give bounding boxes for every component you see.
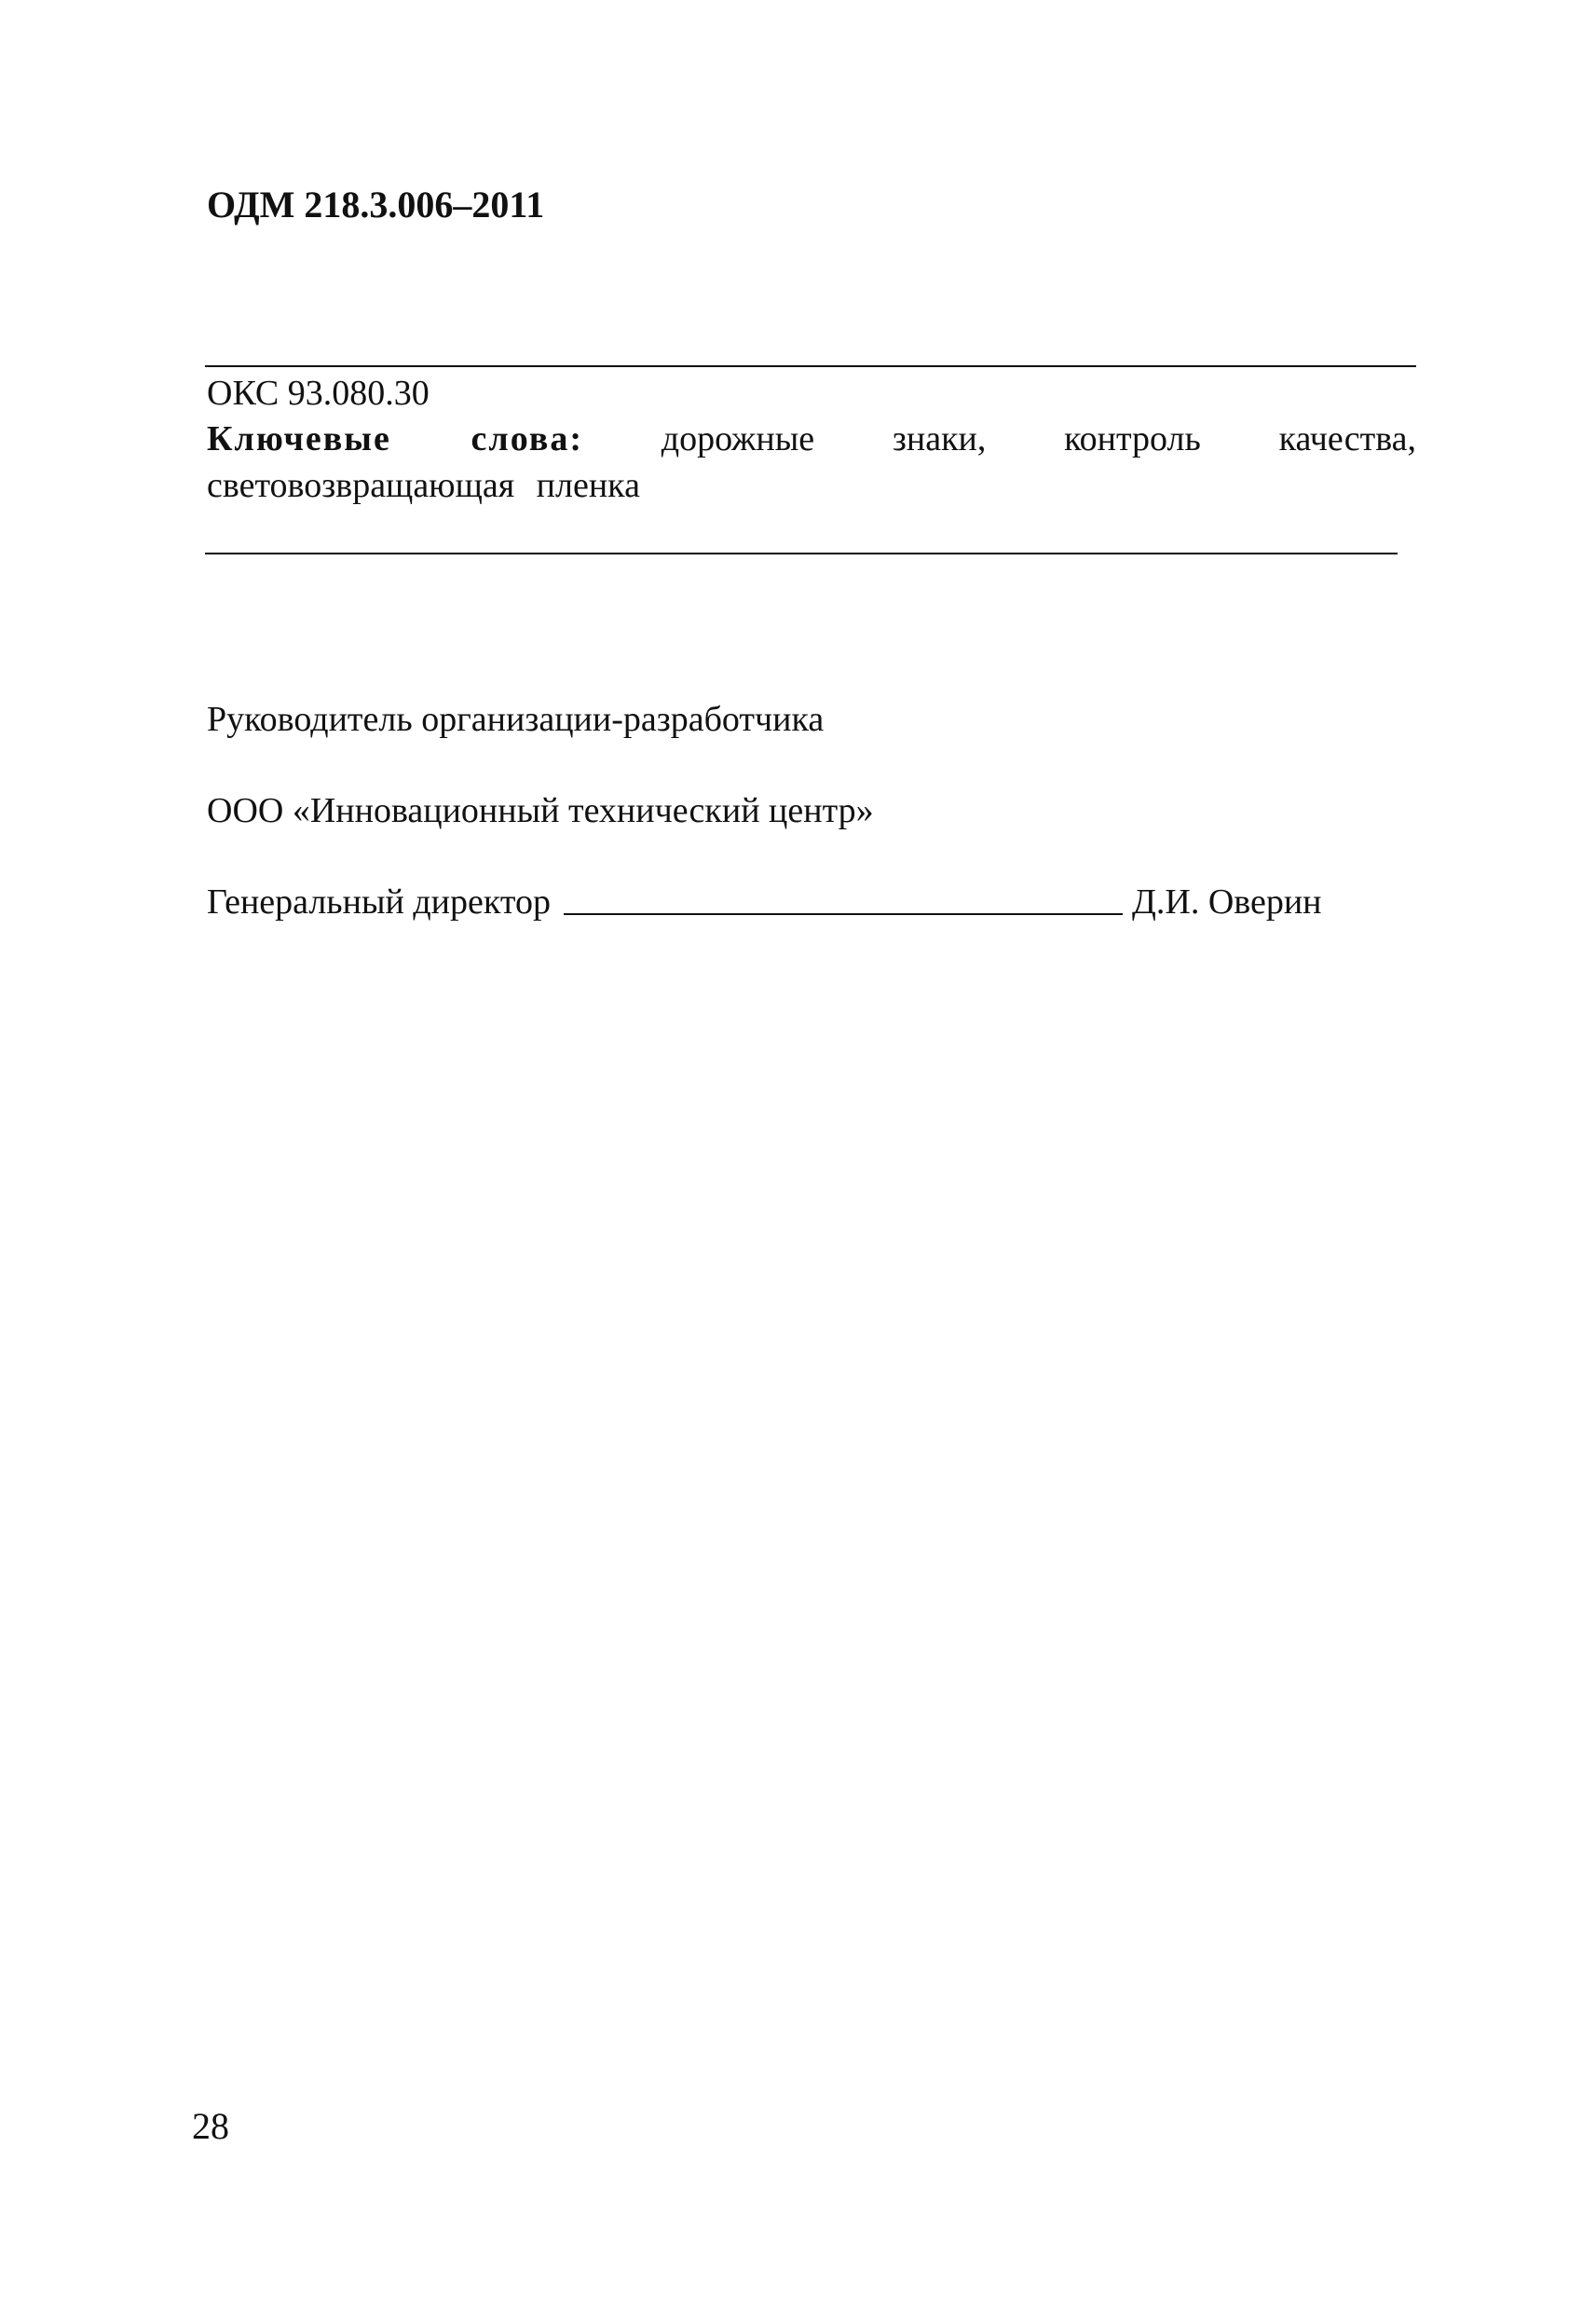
keywords-label: Ключевые слова: [207,419,583,458]
signature-row [207,882,1416,923]
bottom-divider [205,553,1398,554]
organization-name: ООО «Инновационный технический центр» [207,791,874,830]
keywords-block [207,416,1416,509]
keywords-text: дорожные знаки, контроль качества, световозвращающая пленка [207,419,1417,505]
signer-position: Генеральный директор [207,882,551,922]
developer-head-title: Руководитель организации-разработчика [207,700,825,739]
page-number: 28 [192,2105,229,2147]
oks-classifier: ОКС 93.080.30 [207,374,430,413]
signature-line [564,911,1123,915]
top-divider [205,365,1416,367]
signer-name: Д.И. Оверин [1131,882,1322,922]
document-code: ОДМ 218.3.006–2011 [207,184,545,226]
